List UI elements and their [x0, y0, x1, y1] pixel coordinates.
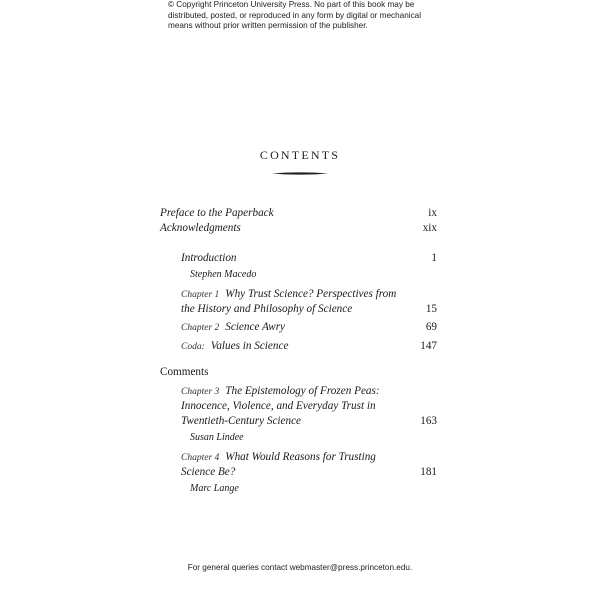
chapter-1-title-line-2: the History and Philosophy of Science [181, 303, 353, 315]
toc-entry-preface[interactable]: Preface to the Paperback [160, 207, 274, 219]
toc-author-chapter-4: Marc Lange [190, 483, 239, 494]
chapter-4-label: Chapter 4 [181, 453, 220, 463]
toc-entry-chapter-2[interactable] [181, 321, 285, 333]
toc-entry-chapter-1[interactable] [181, 288, 396, 300]
toc-entry-chapter-3[interactable] [181, 385, 380, 397]
section-heading-comments: Comments [160, 366, 209, 378]
chapter-3-title-line-1: The Epistemology of Frozen Peas: [225, 385, 380, 397]
toc-page-chapter-1: 15 [425, 303, 437, 315]
toc-page-coda: 147 [420, 340, 437, 352]
page-title: CONTENTS [259, 148, 341, 162]
chapter-3-title-line-2: Innocence, Violence, and Everyday Trust in [181, 400, 376, 412]
toc-page-chapter-3: 163 [420, 415, 437, 427]
copyright-line-2: distributed, posted, or reproduced in any form by digital or mechanical [168, 10, 422, 20]
chapter-1-label: Chapter 1 [181, 290, 220, 300]
coda-title: Values in Science [210, 340, 289, 352]
footer-contact: For general queries contact webmaster@press.princeton.edu. [187, 563, 413, 572]
coda-label: Coda: [181, 342, 205, 352]
chapter-2-label: Chapter 2 [181, 323, 220, 333]
toc-entry-coda[interactable] [181, 340, 288, 352]
toc-page-introduction: 1 [431, 252, 437, 264]
chapter-1-title-line-1: Why Trust Science? Perspectives from [225, 288, 397, 300]
toc-entry-introduction[interactable]: Introduction [181, 252, 237, 264]
toc-page-chapter-4: 181 [420, 466, 437, 478]
copyright-line-3: means without prior written permission of the publisher. [168, 21, 368, 30]
toc-entry-acknowledgments[interactable]: Acknowledgments [160, 222, 241, 234]
chapter-3-title-line-3: Twentieth-Century Science [181, 415, 302, 427]
copyright-line-1: © Copyright Princeton University Press. No part of this book may be [168, 0, 415, 9]
chapter-2-title: Science Awry [225, 321, 286, 333]
toc-page-chapter-2: 69 [425, 321, 437, 333]
chapter-3-label: Chapter 3 [181, 387, 220, 397]
toc-page-preface: ix [428, 207, 437, 219]
chapter-4-title-line-1: What Would Reasons for Trusting [225, 451, 376, 463]
chapter-4-title-line-2: Science Be? [181, 466, 236, 478]
toc-page-acknowledgments: xix [422, 222, 437, 234]
toc-author-chapter-3: Susan Lindee [190, 432, 244, 443]
toc-author-introduction: Stephen Macedo [190, 269, 257, 280]
toc-entry-chapter-4[interactable] [181, 451, 376, 463]
